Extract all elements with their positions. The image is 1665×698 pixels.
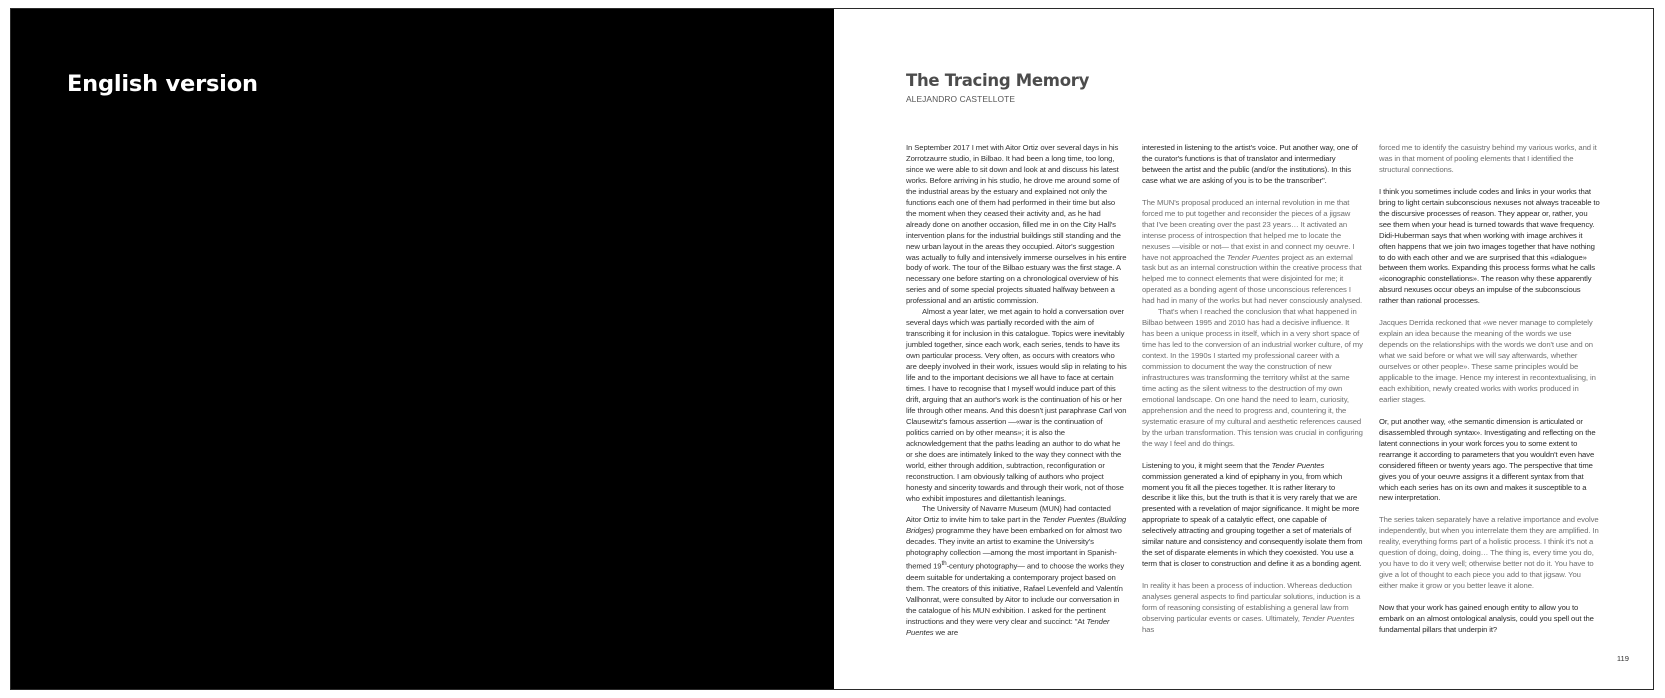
paragraph: That's when I reached the conclusion that what happened in Bilbao between 1995 and 2010 has had a decisive influence. It has been a unique process in itself, which in a very short space of time has led to the conversion of an industrial worker culture, of my context. In the 1990s I started my professional career with a commission to document the way the construction of new infrastructures was transforming the territory whilst at the same time acting as the silent witness to the destruction of my own emotional landscape. On one hand the need to learn, curiosity, apprehension and the need to progress and, countering it, the systematic erasure of my cultural and aesthetic references caused by the urban transformation. This tension was crucial in configuring the way I feel and do things. [1142, 307, 1363, 448]
paragraph: In reality it has been a process of induction. Whereas deduction analyses general aspects to find particular solutions, induction is a form of reasoning consisting of establishing a general law from observing particular events or cases. Ultimately, Tender Puentes has [1142, 581, 1361, 634]
article-author: ALEJANDRO CASTELLOTE [906, 94, 1016, 104]
paragraph: The University of Navarre Museum (MUN) had contacted Aitor Ortiz to invite him to take part in the Tender Puentes (Building Bridges) programme they have been embarked on for almost two decades. They invite an artist to examine the University's photography collection —among the most important in Spanish-themed 19th-century photography— and to choose the works they deem suitable for undertaking a contemporary project based on them. The creators of this initiative, Rafael Levenfeld and Valentín Vallhonrat, were consulted by Aitor to include our conversation in the catalogue of his MUN exhibition. I asked for the pertinent instructions and they were very clear and succinct: "At Tender Puentes we are [906, 504, 1127, 637]
paragraph: I think you sometimes include codes and links in your works that bring to light certain subconscious nexuses not always traceable to the discursive processes of reason. They appear or, rather, you see them when your head is turned towards that wave frequency. Didi-Huberman says that when working with image archives it often happens that we join two images together that have nothing to do with each other and we are surprised that this «dialogue» between them works. Expanding this process forms what he calls «iconographic constellations». The reason why these apparently absurd nexuses occur obeys an impulse of the subconscious rather than rational processes. [1379, 186, 1600, 306]
emphasis: Tender Puentes [1226, 252, 1280, 262]
emphasis: Tender Puentes [1301, 613, 1355, 623]
paragraph: Or, put another way, «the semantic dimension is articulated or disassembled through syntax». Investigating and reflecting on the latent connections in your work forces you to some extent to rearrange it according to parameters that you wouldn't even have considered fifteen or twenty years ago. The perspective that time gives you of your oeuvre assigns it a different syntax from that which each series has on its own and makes it susceptible to a new interpretation. [1379, 416, 1596, 503]
text-column-3 [1379, 143, 1600, 636]
page-number: 119 [1616, 654, 1629, 663]
paragraph: Jacques Derrida reckoned that «we never manage to completely explain an idea because the meaning of the words we use depends on the relationships with the words we don't use and on what we said before or what we will say afterwards, whether ourselves or other people». These same principles would be applicable to the image. Hence my interest in recontextualising, in each exhibition, newly created works with works produced in earlier stages. [1379, 318, 1596, 404]
paragraph: The MUN's proposal produced an internal revolution in me that forced me to put together and reconsider the pieces of a jigsaw that I've been creating over the past 23 years… It activated an intense process of introspection that helped me to locate the nexuses —visible or not— that exist in and connect my oeuvre. I have not approached the Tender Puentes project as an external task but as an internal construction within the creative process that helped me to connect elements that were disjointed for me; it operated as a bonding agent of those unconscious references I had had in many of the works but had never consciously analysed. [1142, 197, 1363, 306]
paragraph: forced me to identify the casuistry behind my various works, and it was in that moment of pooling elements that I identified the structural connections. [1379, 143, 1597, 174]
paragraph: Now that your work has gained enough entity to allow you to embark on an almost ontological analysis, could you spell out the fundamental pillars that underpin it? [1379, 602, 1594, 634]
paragraph: Almost a year later, we met again to hold a conversation over several days which was partially recorded with the aim of transcribing it for inclusion in this catalogue. Topics were inevitably jumbled together, since each work, each series, tends to have its own particular process. Very often, as occurs with creators who are deeply involved in their work, issues would slip in relating to his life and to the important decisions we all have to face at certain times. I have to recognise that I myself would induce part of this drift, arguing that an author's work is the continuation of his or her life through other means. And this doesn't just paraphrase Carl von Clausewitz's famous assertion —«war is the continuation of politics carried on by other means»; it is also the acknowledgement that the paths leading an author to do what he or she does are intimately linked to the way they connect with the world, either through addition, subtraction, reconfiguration or reconstruction. I am obviously talking of authors who project honesty and sincerity towards and through their work, not of those who exhibit impostures and dilettantish leanings. [906, 307, 1127, 503]
right-page [834, 9, 1653, 689]
left-page [11, 9, 834, 689]
paragraph: In September 2017 I met with Aitor Ortiz over several days in his Zorrotzaurre studio, in Bilbao. It had been a long time, too long, since we were able to sit down and look at and discuss his latest works. Before arriving in his studio, he drove me around some of the industrial areas by the estuary and explained not only the functions each one of them had performed in their time but also the moment when they ceased their activity and, as he had already done on another occasion, filled me in on the City Hall's intervention plans for the industrial buildings still standing and the new urban layout in the areas they occupied. Aitor's suggestion was actually to fully and intensively immerse ourselves in his entire body of work. The tour of the Bilbao estuary was the first stage. A necessary one before starting on a chronological overview of his series and of some special projects situated halfway between a professional and an artistic commission. [906, 143, 1127, 306]
paragraph: The series taken separately have a relative importance and evolve independently, but when you interrelate them they are amplified. In reality, everything forms part of a holistic process. I think it's not a question of doing, doing, doing… The thing is, every time you do, you have to do it very well; otherwise better not do it. You have to give a lot of thought to each piece you add to that jigsaw. You either make it grow or you better leave it alone. [1379, 515, 1599, 591]
book-spread [10, 8, 1654, 690]
section-title: English version [67, 71, 258, 97]
text-column-1 [906, 143, 1127, 638]
emphasis: Tender Puentes (Building Bridges) [906, 515, 1127, 536]
article-title: The Tracing Memory [906, 71, 1090, 90]
text-column-2 [1142, 143, 1363, 636]
paragraph: Listening to you, it might seem that the Tender Puentes commission generated a kind of epiphany in you, from which moment you fit all the pieces together. It is rather literary to describe it like this, but the truth is that it is very rarely that we are presented with a revelation of major significance. It might be more appropriate to speak of a catalytic effect, one capable of selectively attracting and grouping together a set of materials of similar nature and consistency and consequently isolate them from the set of disparate elements in which they coexisted. You use a term that is closer to construction and define it as a bonding agent. [1142, 460, 1363, 569]
emphasis: Tender Puentes [906, 616, 1110, 637]
paragraph: interested in listening to the artist's voice. Put another way, one of the curator's functions is that of translator and intermediary between the artist and the public (and/or the institutions). In this case what we are asking of you is to be the transcriber". [1142, 143, 1358, 185]
emphasis: Tender Puentes [1271, 460, 1325, 470]
